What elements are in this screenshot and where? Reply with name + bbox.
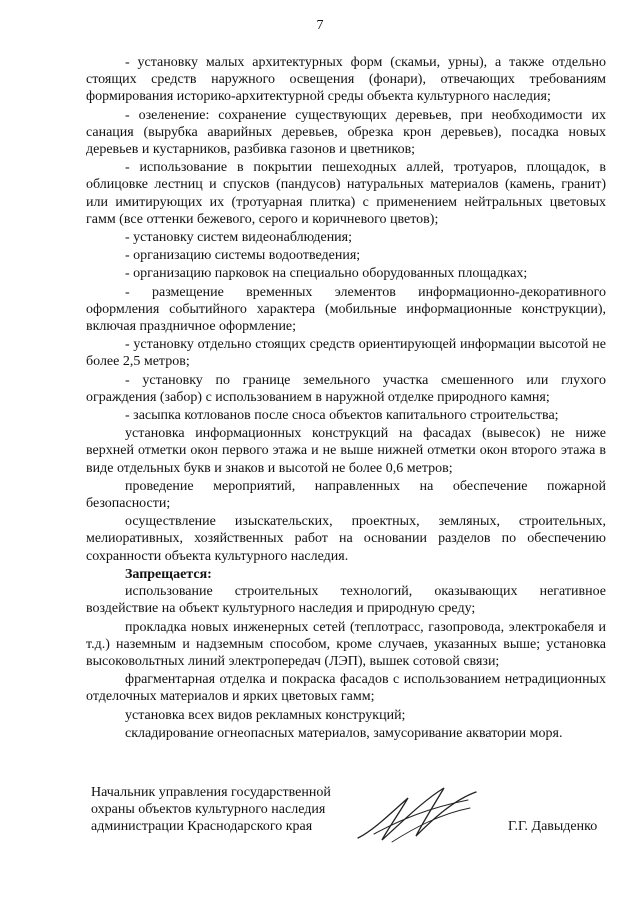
- prohibited-item: складирование огнеопасных материалов, замусоривание акватории моря.: [125, 725, 563, 741]
- signatory-name: Г.Г. Давыденко: [508, 819, 598, 834]
- paragraph: - установку отдельно стоящих средств ориентирующей информации высотой не более 2,5 метров;: [86, 337, 606, 370]
- paragraph: - озеленение: сохранение существующих деревьев, при необходимости их санация (вырубка аварийных деревьев, обрезка крон деревьев), посадка новых деревьев и кустарников, разбивка газонов и цветников;: [86, 107, 606, 158]
- prohibited-item: прокладка новых инженерных сетей (теплотрасс, газопровода, электрокабеля и т.д.) наземным и надземным способом, кроме случаев, указанных выше; установка высоковольтных линий электропередач (ЛЭП), вышек сотовой связи;: [86, 619, 606, 669]
- paragraph: - размещение временных элементов информационно-декоративного оформления событийного характера (мобильные информационные конструкции), включая праздничное оформление;: [86, 284, 606, 335]
- paragraph: - организацию парковок на специально оборудованных площадках;: [125, 266, 528, 282]
- paragraph: осуществление изыскательских, проектных, земляных, строительных, мелиоративных, хозяйственных работ на основании разделов по обеспечению сохранности объекта культурного наследия.: [86, 514, 606, 564]
- page-number: 7: [316, 18, 324, 33]
- prohibited-item: использование строительных технологий, оказывающих негативное воздействие на объект культурного наследия и природную среду;: [86, 584, 606, 617]
- paragraph: - засыпка котлованов после сноса объектов капитального строительства;: [125, 408, 559, 424]
- paragraph: проведение мероприятий, направленных на обеспечение пожарной безопасности;: [86, 478, 606, 512]
- paragraph: - организацию системы водоотведения;: [125, 248, 361, 264]
- paragraph: - установку по границе земельного участка смешенного или глухого ограждения (забор) с использованием в наружной отделке природного камня;: [86, 372, 606, 405]
- paragraph: - установку малых архитектурных форм (скамьи, урны), а также отдельно стоящих средств наружного освещения (фонари), отвечающих требованиям формирования историко-архитектурной среды объекта культурного наследия;: [86, 55, 606, 105]
- prohibited-item: фрагментарная отделка и покраска фасадов с использованием нетрадиционных отделочных материалов и ярких цветовых гамм;: [86, 672, 606, 705]
- signatory-title-line: Начальник управления государственной: [91, 785, 331, 800]
- handwritten-signature: [352, 778, 482, 848]
- signatory-title-line: охраны объектов культурного наследия: [91, 802, 326, 817]
- document-body: [86, 54, 606, 743]
- paragraph: - установку систем видеонаблюдения;: [125, 230, 353, 246]
- prohibited-heading: Запрещается:: [125, 566, 212, 582]
- signatory-title: [91, 784, 331, 835]
- prohibited-item: установка всех видов рекламных конструкций;: [125, 707, 406, 723]
- paragraph: установка информационных конструкций на фасадах (вывесок) не ниже верхней отметки окон первого этажа и не выше нижней отметки окон второго этажа в виде отдельных букв и знаков и высотой не более 0,6 метров;: [86, 426, 606, 476]
- signatory-title-line: администрации Краснодарского края: [91, 819, 313, 834]
- paragraph: - использование в покрытии пешеходных аллей, тротуаров, площадок, в облицовке лестниц и спусков (пандусов) натуральных материалов (камень, гранит) или имитирующих их (тротуарная плитка) с применением нейтральных цветовых гамм (все оттенки бежевого, серого и коричневого цветов);: [86, 160, 606, 227]
